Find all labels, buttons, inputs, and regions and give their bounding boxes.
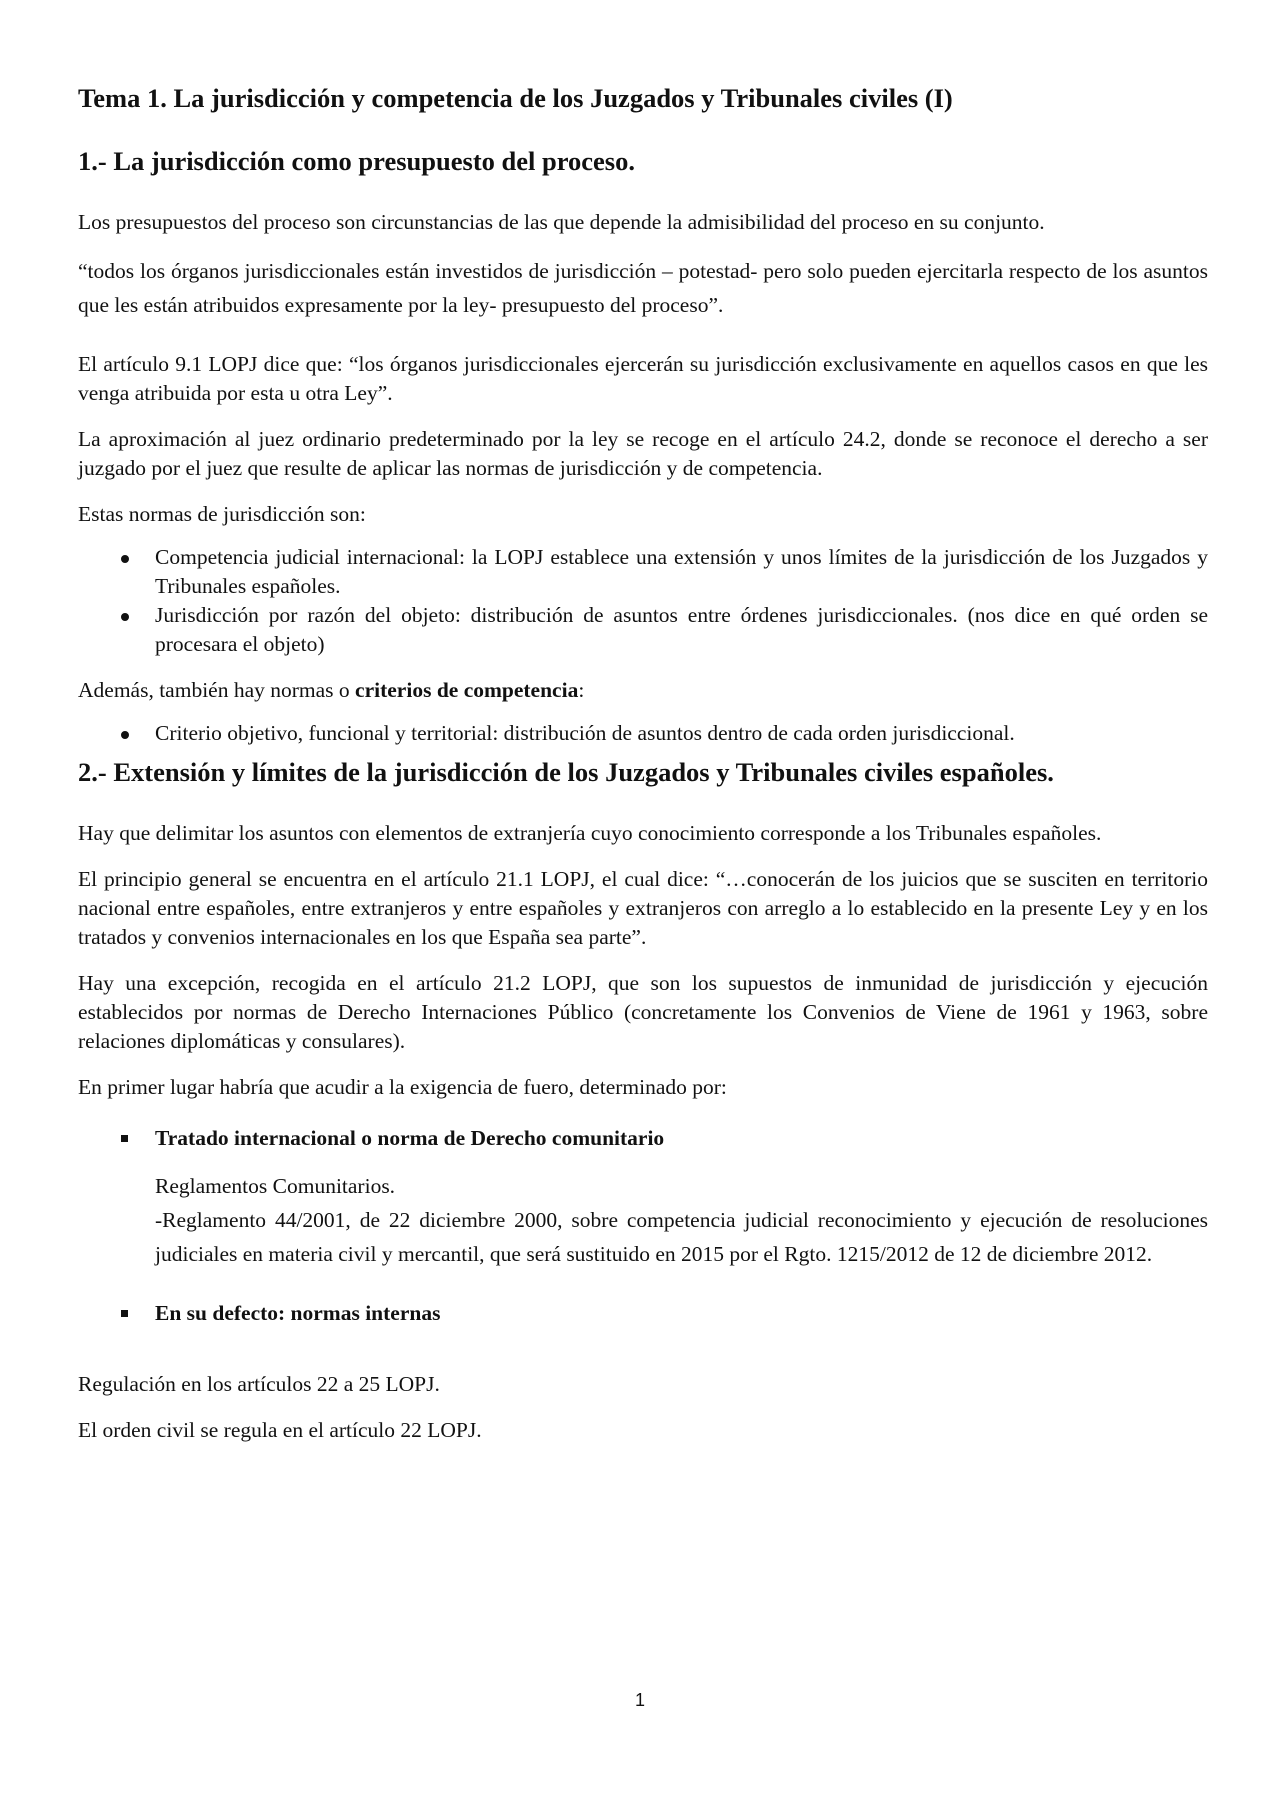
reglamentos-title: Reglamentos Comunitarios.: [155, 1174, 396, 1199]
section-1-paragraph-6: [78, 676, 1208, 705]
competence-criteria-list: [78, 719, 1208, 748]
section-2-paragraph-6: El orden civil se regula en el artículo 22 LOPJ.: [78, 1418, 482, 1443]
list-item-text: Jurisdicción por razón del objeto: distribución de asuntos entre órdenes jurisdiccionales. (nos dice en qué orden se procesara el objeto): [155, 603, 1208, 657]
section-1-paragraph-4: La aproximación al juez ordinario predeterminado por la ley se recoge en el artículo 24.2, donde se reconoce el derecho a ser juzgado por el juez que resulte de aplicar las normas de jurisdicción y de competencia.: [78, 427, 1208, 481]
section-1-paragraph-2: “todos los órganos jurisdiccionales están investidos de jurisdicción – potestad- pero solo pueden ejercitarla respecto de los asuntos que les están atribuidos expresamente por la ley- presupuesto del proceso”.: [78, 259, 1208, 318]
fuero-list-2: [78, 1299, 1208, 1328]
section-1-paragraph-3: El artículo 9.1 LOPJ dice que: “los órganos jurisdiccionales ejercerán su jurisdicción exclusivamente en aquellos casos en que les venga atribuida por esta u otra Ley”.: [78, 352, 1208, 406]
page-number: 1: [634, 1690, 645, 1710]
document-page: [78, 70, 1208, 1445]
reglamentos-text: -Reglamento 44/2001, de 22 diciembre 2000, sobre competencia judicial reconocimiento y ejecución de resoluciones judiciales en materia civil y mercantil, que será sustituido en 2015 por el Rgto. 1215/2012 de 12 de diciembre 2012.: [155, 1208, 1208, 1267]
reglamentos-block: [155, 1169, 1208, 1271]
list-item: [78, 543, 1208, 601]
list-item-text: En su defecto: normas internas: [155, 1301, 441, 1326]
list-item: [78, 1299, 1208, 1328]
paragraph-text: Además, también hay normas o: [78, 678, 356, 703]
list-item: [78, 1124, 1208, 1153]
bullet-icon: [121, 555, 129, 563]
section-1-paragraph-1: Los presupuestos del proceso son circunstancias de las que depende la admisibilidad del proceso en su conjunto.: [78, 210, 1045, 235]
section-2-paragraph-1: Hay que delimitar los asuntos con elementos de extranjería cuyo conocimiento corresponde a los Tribunales españoles.: [78, 821, 1102, 846]
bullet-icon: [121, 731, 129, 739]
fuero-list-1: [78, 1124, 1208, 1153]
paragraph-bold-text: criterios de competencia: [355, 678, 579, 703]
square-bullet-icon: [121, 1310, 128, 1317]
bullet-icon: [121, 613, 129, 621]
square-bullet-icon: [121, 1135, 128, 1142]
section-2-heading: 2.- Extensión y límites de la jurisdicción de los Juzgados y Tribunales civiles españoles.: [78, 757, 1054, 788]
document-title: Tema 1. La jurisdicción y competencia de los Juzgados y Tribunales civiles (I): [78, 83, 953, 113]
list-item-text: Tratado internacional o norma de Derecho comunitario: [155, 1126, 665, 1151]
list-item: [78, 601, 1208, 659]
section-2-paragraph-3: Hay una excepción, recogida en el artículo 21.2 LOPJ, que son los supuestos de inmunidad de jurisdicción y ejecución establecidos por normas de Derecho Internaciones Público (concretamente los Convenios de Viene de 1961 y 1963, sobre relaciones diplomáticas y consulares).: [78, 971, 1208, 1054]
section-2-paragraph-4: En primer lugar habría que acudir a la exigencia de fuero, determinado por:: [78, 1075, 727, 1100]
list-item-text: Competencia judicial internacional: la LOPJ establece una extensión y unos límites de la jurisdicción de los Juzgados y Tribunales españoles.: [155, 545, 1208, 599]
jurisdiction-norms-list: [78, 543, 1208, 659]
list-item-text: Criterio objetivo, funcional y territorial: distribución de asuntos dentro de cada orden jurisdiccional.: [155, 721, 1015, 746]
list-item: [78, 719, 1208, 748]
section-2-paragraph-5: Regulación en los artículos 22 a 25 LOPJ.: [78, 1372, 440, 1397]
section-1-paragraph-5: Estas normas de jurisdicción son:: [78, 502, 366, 527]
paragraph-text: :: [578, 678, 585, 703]
section-2-paragraph-2: El principio general se encuentra en el artículo 21.1 LOPJ, el cual dice: “…conocerán de los juicios que se susciten en territorio nacional entre españoles, entre extranjeros y entre españoles y extranjeros con arreglo a lo establecido en la presente Ley y en los tratados y convenios internacionales en los que España sea parte”.: [78, 867, 1208, 950]
section-1-heading: 1.- La jurisdicción como presupuesto del proceso.: [78, 146, 635, 177]
